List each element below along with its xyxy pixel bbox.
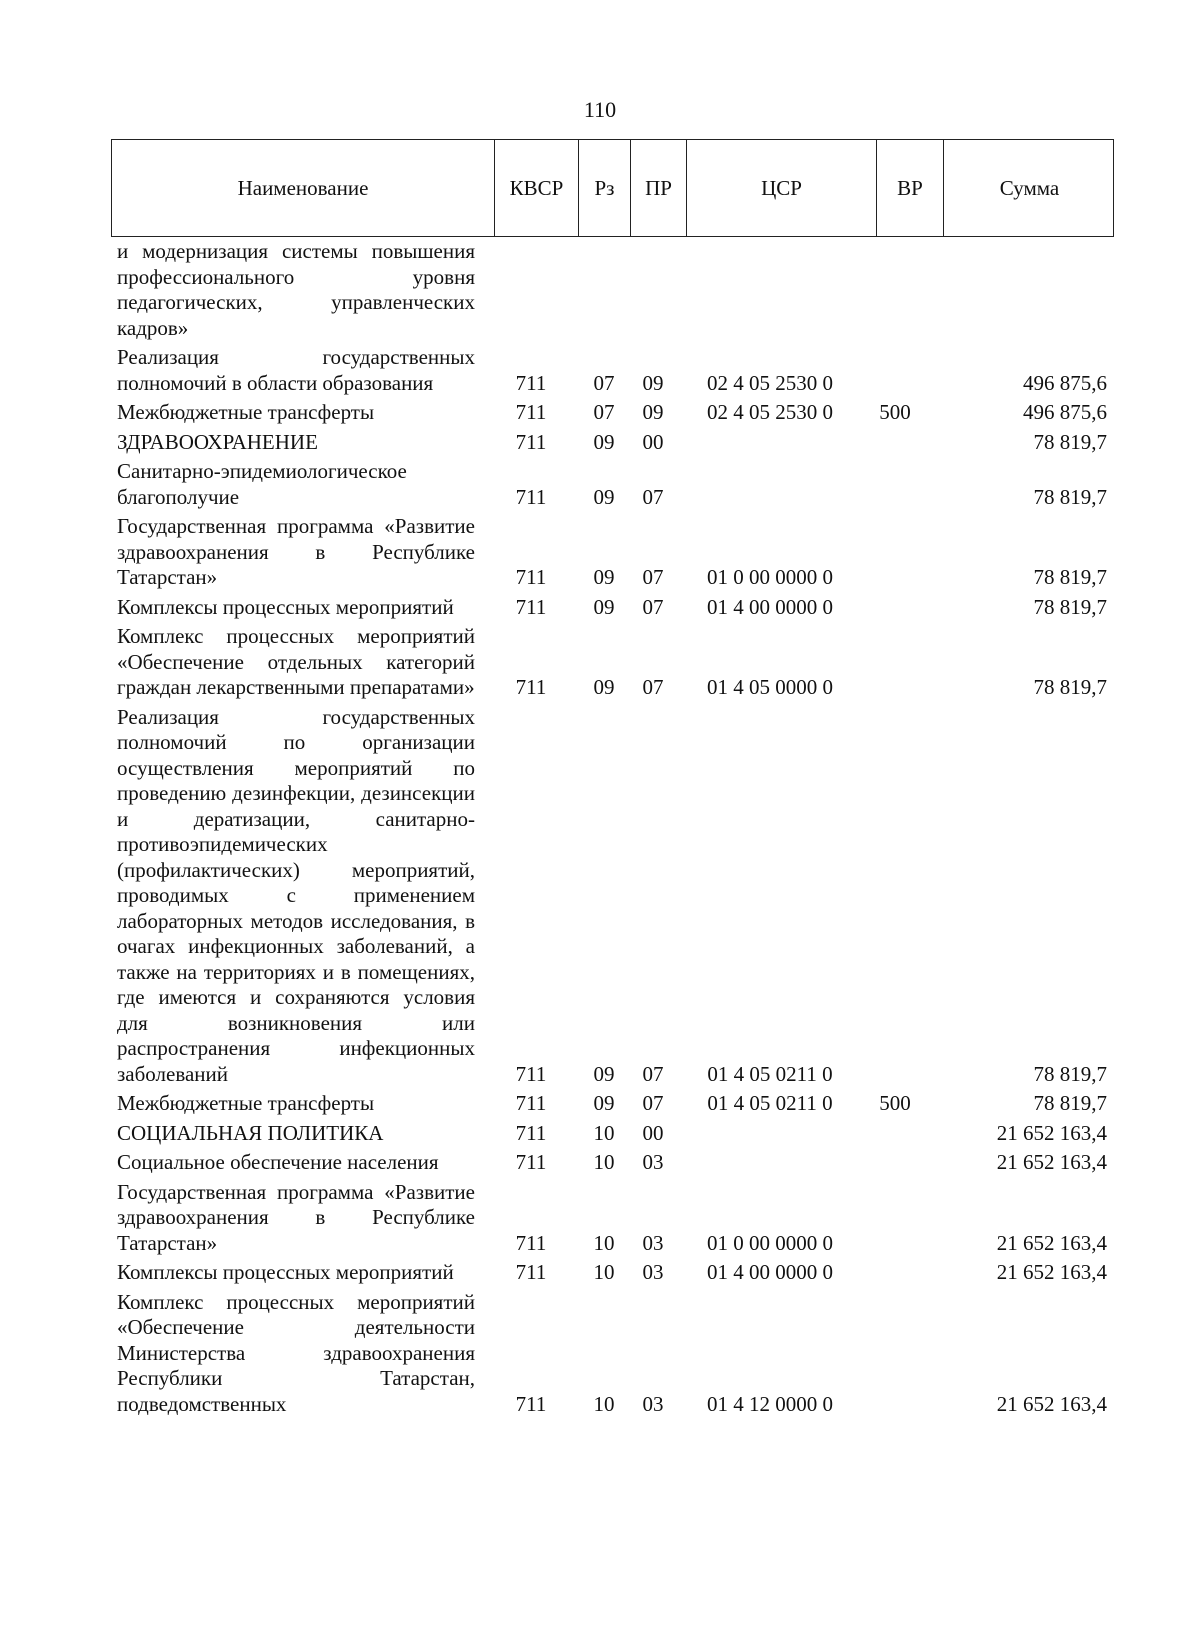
- table-row: [117, 624, 1117, 701]
- row-sum: 78 819,7: [1033, 594, 1107, 619]
- row-name: ЗДРАВООХРАНЕНИЕ: [117, 429, 318, 454]
- table-row: [117, 430, 1117, 456]
- row-name: Реализация государственных полномочий по организации осуществления мероприятий по проведению дезинфекции, дезинсекции и дератизации, санитарно-противоэпидемических (профилактических) мероприятий, проводимых с применением лабораторных методов исследования, в очагах инфекционных заболеваний, а также на территориях и в помещениях, где имеются и сохраняются условия для возникновения или распространения инфекционных заболеваний: [117, 704, 475, 1086]
- row-sum: 21 652 163,4: [996, 1120, 1107, 1145]
- row-kvsr: 711: [515, 594, 547, 619]
- row-sum: 78 819,7: [1033, 675, 1107, 699]
- row-name: Санитарно-эпидемиологическое благополучие: [117, 459, 407, 509]
- row-sum: 78 819,7: [1033, 429, 1107, 454]
- table-header: [111, 139, 1114, 237]
- row-sum: 496 875,6: [1023, 400, 1107, 424]
- row-kvsr: 711: [515, 1150, 547, 1174]
- table-row: [117, 595, 1117, 621]
- row-sum: 21 652 163,4: [996, 1150, 1107, 1174]
- row-kvsr: 711: [515, 429, 547, 454]
- row-name: СОЦИАЛЬНАЯ ПОЛИТИКА: [117, 1120, 384, 1145]
- row-kvsr: 711: [515, 1091, 547, 1115]
- row-csr: 01 4 00 0000 0: [707, 1260, 833, 1284]
- row-kvsr: 711: [515, 1120, 547, 1145]
- header-csr: ЦСР: [687, 140, 877, 236]
- row-rz: 09: [593, 565, 615, 589]
- header-rz: Рз: [579, 140, 631, 236]
- row-name: Государственная программа «Развитие здравоохранения в Республике Татарстан»: [117, 514, 475, 589]
- row-pr: 03: [642, 1230, 664, 1255]
- row-pr: 09: [642, 370, 664, 395]
- row-kvsr: 711: [515, 675, 547, 699]
- row-rz: 10: [593, 1391, 615, 1416]
- row-sum: 496 875,6: [1023, 370, 1107, 395]
- page-number: 110: [583, 97, 617, 122]
- row-sum: 21 652 163,4: [996, 1260, 1107, 1284]
- row-sum: 78 819,7: [1033, 484, 1107, 509]
- row-kvsr: 711: [515, 1061, 547, 1086]
- row-csr: 01 4 05 0000 0: [707, 675, 833, 699]
- row-sum: 21 652 163,4: [996, 1230, 1107, 1255]
- row-rz: 09: [593, 429, 615, 454]
- row-name: Комплексы процессных мероприятий: [117, 1260, 454, 1284]
- table-row: [117, 400, 1117, 426]
- row-kvsr: 711: [515, 370, 547, 395]
- row-rz: 10: [593, 1230, 615, 1255]
- table-row: [117, 1091, 1117, 1117]
- row-name: Комплекс процессных мероприятий «Обеспечение отдельных категорий граждан лекарственными препаратами»: [117, 624, 475, 699]
- row-kvsr: 711: [515, 1391, 547, 1416]
- row-name: Социальное обеспечение населения: [117, 1150, 439, 1174]
- table-row: [117, 1290, 1117, 1418]
- row-kvsr: 711: [515, 1230, 547, 1255]
- row-name: Государственная программа «Развитие здравоохранения в Республике Татарстан»: [117, 1179, 475, 1255]
- table-row: [117, 514, 1117, 591]
- row-pr: 07: [642, 594, 664, 619]
- row-pr: 07: [642, 675, 664, 699]
- row-kvsr: 711: [515, 1260, 547, 1284]
- row-rz: 09: [593, 1091, 615, 1115]
- table-body: [117, 239, 1117, 1421]
- row-csr: 02 4 05 2530 0: [707, 400, 833, 424]
- row-name: Комплексы процессных мероприятий: [117, 594, 454, 619]
- row-sum: 78 819,7: [1033, 1061, 1107, 1086]
- row-rz: 10: [593, 1150, 615, 1174]
- row-name: Комплекс процессных мероприятий «Обеспечение деятельности Министерства здравоохранения Республики Татарстан, подведомственных: [117, 1289, 475, 1416]
- row-rz: 10: [593, 1260, 615, 1284]
- row-vr: 500: [879, 400, 911, 424]
- row-kvsr: 711: [515, 400, 547, 424]
- table-row: [117, 1121, 1117, 1147]
- row-rz: 10: [593, 1120, 615, 1145]
- row-pr: 07: [642, 484, 664, 509]
- row-name: Реализация государственных полномочий в области образования: [117, 345, 475, 395]
- row-pr: 03: [642, 1260, 664, 1284]
- row-sum: 78 819,7: [1033, 565, 1107, 589]
- row-pr: 07: [642, 565, 664, 589]
- row-rz: 07: [593, 400, 615, 424]
- table-row: [117, 459, 1117, 510]
- row-kvsr: 711: [515, 484, 547, 509]
- table-row: [117, 239, 1117, 341]
- row-pr: 00: [642, 429, 664, 454]
- table-row: [117, 345, 1117, 396]
- row-pr: 07: [642, 1061, 664, 1086]
- row-vr: 500: [879, 1091, 911, 1115]
- row-pr: 07: [642, 1091, 664, 1115]
- table-row: [117, 705, 1117, 1088]
- row-rz: 07: [593, 370, 615, 395]
- row-pr: 03: [642, 1391, 664, 1416]
- row-rz: 09: [593, 675, 615, 699]
- header-vr: ВР: [877, 140, 944, 236]
- row-sum: 78 819,7: [1033, 1091, 1107, 1115]
- header-sum: Сумма: [999, 175, 1060, 200]
- row-pr: 00: [642, 1120, 664, 1145]
- row-csr: 01 4 12 0000 0: [707, 1391, 833, 1416]
- row-name: Межбюджетные трансферты: [117, 400, 375, 424]
- row-name: и модернизация системы повышения профессионального уровня педагогических, управленческих кадров»: [117, 239, 475, 340]
- row-csr: 01 4 00 0000 0: [707, 594, 833, 619]
- row-pr: 03: [642, 1150, 664, 1174]
- row-kvsr: 711: [515, 565, 547, 589]
- header-pr: ПР: [631, 140, 687, 236]
- row-pr: 09: [642, 400, 664, 424]
- row-csr: 01 4 05 0211 0: [707, 1061, 833, 1086]
- table-row: [117, 1150, 1117, 1176]
- row-csr: 01 0 00 0000 0: [707, 565, 833, 589]
- row-rz: 09: [593, 1061, 615, 1086]
- header-name: Наименование: [112, 140, 495, 236]
- row-rz: 09: [593, 484, 615, 509]
- row-csr: 01 4 05 0211 0: [707, 1091, 833, 1115]
- row-rz: 09: [593, 594, 615, 619]
- row-csr: 01 0 00 0000 0: [707, 1230, 833, 1255]
- header-kvsr: КВСР: [495, 140, 579, 236]
- row-csr: 02 4 05 2530 0: [707, 370, 833, 395]
- row-sum: 21 652 163,4: [996, 1391, 1107, 1416]
- row-name: Межбюджетные трансферты: [117, 1091, 375, 1115]
- table-row: [117, 1180, 1117, 1257]
- table-row: [117, 1260, 1117, 1286]
